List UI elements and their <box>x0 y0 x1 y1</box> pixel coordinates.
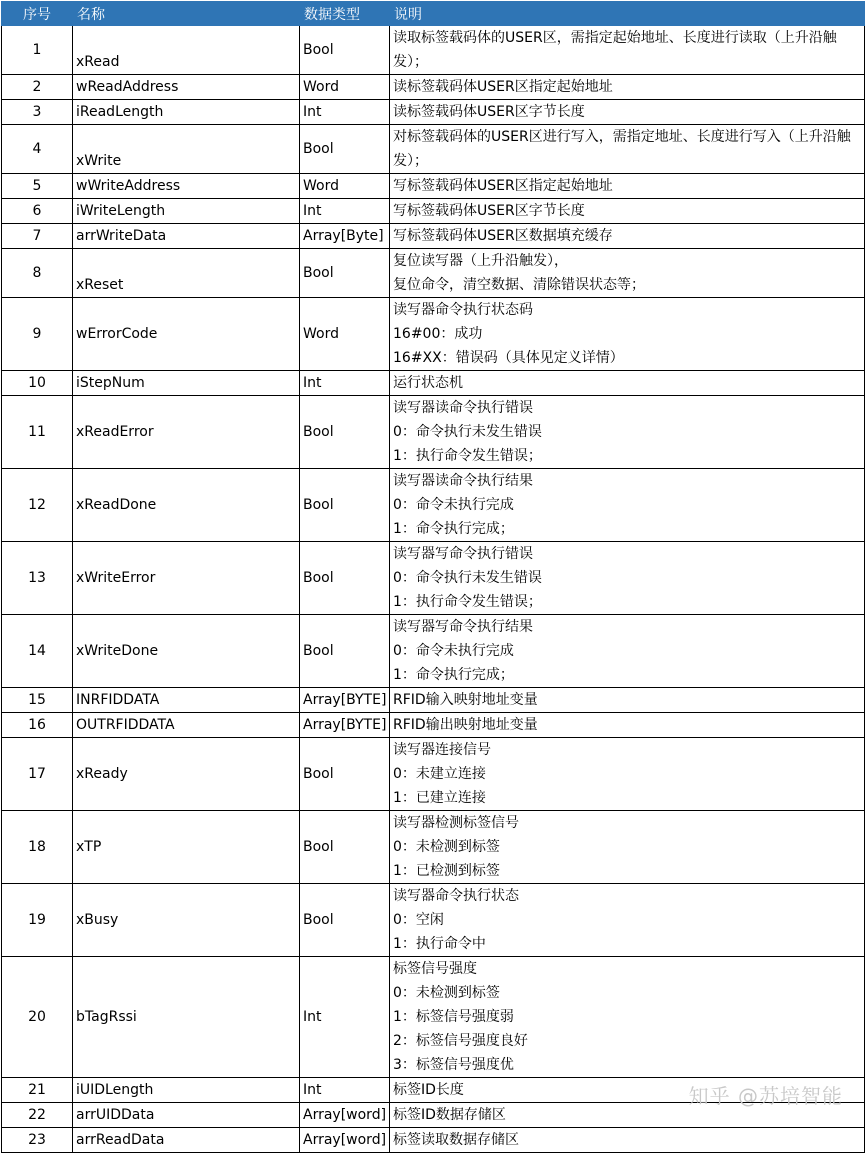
table-row <box>2 688 865 713</box>
cell-type: Bool <box>300 249 390 298</box>
cell-name <box>73 174 300 199</box>
table-row <box>2 1128 865 1153</box>
desc-line: 读写器读命令执行结果 <box>393 473 533 489</box>
desc-line: 0：未检测到标签 <box>393 839 500 855</box>
cell-name <box>73 1103 300 1128</box>
cell-name <box>73 957 300 1078</box>
cell-name-text: INRFIDDATA <box>76 692 160 708</box>
desc-line: 1：执行命令发生错误； <box>393 594 542 610</box>
desc-line: 0：命令未执行完成 <box>393 643 514 659</box>
desc-line: 0：命令未执行完成 <box>393 497 514 513</box>
cell-name-text: xWriteError <box>76 569 156 586</box>
cell-desc <box>390 688 865 713</box>
cell-type: Int <box>300 957 390 1078</box>
cell-type: Array[BYTE] <box>300 688 390 713</box>
table-row <box>2 738 865 811</box>
cell-seq: 23 <box>2 1128 73 1153</box>
cell-type: Bool <box>300 26 390 75</box>
desc-line: 0：未检测到标签 <box>393 985 500 1001</box>
cell-desc <box>390 713 865 738</box>
cell-name-text: xRead <box>76 54 120 70</box>
cell-desc <box>390 811 865 884</box>
cell-desc <box>390 75 865 100</box>
cell-seq: 20 <box>2 957 73 1078</box>
cell-type: Bool <box>300 811 390 884</box>
cell-desc <box>390 249 865 298</box>
cell-desc <box>390 1128 865 1153</box>
desc-line: 1：命令执行完成； <box>393 521 514 537</box>
table-row <box>2 249 865 298</box>
cell-seq: 11 <box>2 396 73 469</box>
cell-desc <box>390 542 865 615</box>
table-row <box>2 174 865 199</box>
cell-desc <box>390 224 865 249</box>
cell-name <box>73 1078 300 1103</box>
table-row <box>2 199 865 224</box>
cell-type: Word <box>300 298 390 371</box>
desc-line: 读取标签载码体的USER区，需指定起始地址、长度进行读取（上升沿触发）； <box>393 30 837 70</box>
desc-line: 0：命令执行未发生错误 <box>393 424 542 440</box>
cell-type: Bool <box>300 884 390 957</box>
cell-name-text: xWrite <box>76 153 122 169</box>
cell-name-text: wReadAddress <box>76 79 179 95</box>
desc-line: 读写器命令执行状态码 <box>393 302 533 318</box>
cell-name-text: iUIDLength <box>76 1082 154 1098</box>
cell-desc <box>390 199 865 224</box>
cell-seq: 22 <box>2 1103 73 1128</box>
desc-line: 标签ID数据存储区 <box>393 1107 506 1123</box>
cell-desc <box>390 469 865 542</box>
cell-seq: 7 <box>2 224 73 249</box>
desc-line: 运行状态机 <box>393 375 463 391</box>
desc-line: 读写器连接信号 <box>393 742 491 758</box>
cell-desc <box>390 615 865 688</box>
cell-name-text: arrReadData <box>76 1132 165 1148</box>
desc-line: 复位读写器（上升沿触发）， <box>393 253 568 269</box>
cell-type: Array[word] <box>300 1128 390 1153</box>
desc-line: 标签读取数据存储区 <box>393 1132 519 1148</box>
table-row <box>2 75 865 100</box>
cell-type: Int <box>300 100 390 125</box>
desc-line: 读写器写命令执行错误 <box>393 546 533 562</box>
cell-seq: 4 <box>2 125 73 174</box>
desc-line: 0：未建立连接 <box>393 766 486 782</box>
cell-name <box>73 26 300 75</box>
cell-name-text: xReset <box>76 277 124 293</box>
table-row <box>2 26 865 75</box>
table-row <box>2 298 865 371</box>
cell-desc <box>390 884 865 957</box>
cell-name <box>73 542 300 615</box>
cell-name <box>73 1128 300 1153</box>
cell-seq: 16 <box>2 713 73 738</box>
cell-type: Word <box>300 75 390 100</box>
cell-name-text: iWriteLength <box>76 203 166 219</box>
cell-name-text: xWriteDone <box>76 642 159 659</box>
table-row <box>2 615 865 688</box>
table-row <box>2 100 865 125</box>
desc-line: 1：已建立连接 <box>393 790 486 806</box>
table-row <box>2 542 865 615</box>
cell-seq: 13 <box>2 542 73 615</box>
desc-line: 0：命令执行未发生错误 <box>393 570 542 586</box>
cell-desc <box>390 298 865 371</box>
desc-line: 0：空闲 <box>393 912 444 928</box>
cell-desc <box>390 174 865 199</box>
desc-line: 1：执行命令发生错误； <box>393 448 542 464</box>
desc-line: 复位命令，清空数据、清除错误状态等； <box>393 277 645 293</box>
desc-line: 读写器命令执行状态 <box>393 888 519 904</box>
table-row <box>2 713 865 738</box>
cell-name-text: xReadDone <box>76 496 157 513</box>
cell-seq: 21 <box>2 1078 73 1103</box>
cell-name <box>73 298 300 371</box>
desc-line: 写标签载码体USER区指定起始地址 <box>393 178 613 194</box>
table-row <box>2 884 865 957</box>
cell-seq: 15 <box>2 688 73 713</box>
cell-seq: 1 <box>2 26 73 75</box>
cell-seq: 9 <box>2 298 73 371</box>
desc-line: RFID输出映射地址变量 <box>393 717 538 733</box>
desc-line: 读标签载码体USER区字节长度 <box>393 104 585 120</box>
desc-line: 16#00：成功 <box>393 326 483 342</box>
header-name: 名称 <box>73 2 300 26</box>
cell-seq: 2 <box>2 75 73 100</box>
desc-line: 读写器检测标签信号 <box>393 815 519 831</box>
cell-name <box>73 371 300 396</box>
cell-type: Bool <box>300 469 390 542</box>
desc-line: 标签ID长度 <box>393 1082 464 1098</box>
cell-seq: 19 <box>2 884 73 957</box>
cell-name-text: wWriteAddress <box>76 178 181 194</box>
table-row <box>2 811 865 884</box>
cell-name-text: wErrorCode <box>76 325 158 342</box>
table-row <box>2 469 865 542</box>
cell-seq: 6 <box>2 199 73 224</box>
cell-seq: 10 <box>2 371 73 396</box>
cell-type: Array[Byte] <box>300 224 390 249</box>
table-row <box>2 957 865 1078</box>
desc-line: 读写器读命令执行错误 <box>393 400 533 416</box>
desc-line: 读标签载码体USER区指定起始地址 <box>393 79 613 95</box>
cell-name <box>73 199 300 224</box>
desc-line: 3：标签信号强度优 <box>393 1057 514 1073</box>
cell-seq: 5 <box>2 174 73 199</box>
cell-type: Int <box>300 1078 390 1103</box>
cell-desc <box>390 26 865 75</box>
cell-name <box>73 469 300 542</box>
cell-name-text: bTagRssi <box>76 1008 137 1025</box>
cell-name <box>73 738 300 811</box>
variable-table <box>1 1 865 1153</box>
cell-type: Bool <box>300 125 390 174</box>
desc-line: 对标签载码体的USER区进行写入，需指定地址、长度进行写入（上升沿触发）； <box>393 129 851 169</box>
table-row <box>2 396 865 469</box>
table-body <box>2 26 865 1153</box>
cell-name-text: iStepNum <box>76 375 145 391</box>
cell-seq: 17 <box>2 738 73 811</box>
cell-name <box>73 615 300 688</box>
table-row <box>2 224 865 249</box>
cell-type: Array[word] <box>300 1103 390 1128</box>
table-row <box>2 371 865 396</box>
desc-line: RFID输入映射地址变量 <box>393 692 538 708</box>
header-seq: 序号 <box>2 2 73 26</box>
cell-desc <box>390 100 865 125</box>
cell-name-text: arrWriteData <box>76 228 167 244</box>
cell-name <box>73 75 300 100</box>
cell-name <box>73 811 300 884</box>
cell-name-text: arrUIDData <box>76 1107 155 1123</box>
cell-name-text: OUTRFIDDATA <box>76 717 175 733</box>
cell-type: Int <box>300 199 390 224</box>
cell-name <box>73 396 300 469</box>
desc-line: 写标签载码体USER区数据填充缓存 <box>393 228 613 244</box>
cell-type: Bool <box>300 542 390 615</box>
cell-name <box>73 884 300 957</box>
cell-name-text: iReadLength <box>76 104 164 120</box>
table-header-row <box>2 2 865 26</box>
cell-desc <box>390 396 865 469</box>
desc-line: 1：执行命令中 <box>393 936 486 952</box>
desc-line: 标签信号强度 <box>393 961 477 977</box>
desc-line: 读写器写命令执行结果 <box>393 619 533 635</box>
header-type: 数据类型 <box>300 2 390 26</box>
desc-line: 1：命令执行完成； <box>393 667 514 683</box>
cell-seq: 12 <box>2 469 73 542</box>
cell-desc <box>390 957 865 1078</box>
cell-seq: 14 <box>2 615 73 688</box>
cell-type: Bool <box>300 396 390 469</box>
table-row <box>2 125 865 174</box>
desc-line: 2：标签信号强度良好 <box>393 1033 528 1049</box>
cell-desc <box>390 125 865 174</box>
cell-name-text: xReady <box>76 765 128 782</box>
cell-name <box>73 713 300 738</box>
cell-type: Bool <box>300 738 390 811</box>
cell-desc <box>390 738 865 811</box>
desc-line: 16#XX：错误码（具体见定义详情） <box>393 350 624 366</box>
desc-line: 1：标签信号强度弱 <box>393 1009 514 1025</box>
cell-seq: 3 <box>2 100 73 125</box>
cell-type: Int <box>300 371 390 396</box>
cell-name <box>73 249 300 298</box>
cell-type: Word <box>300 174 390 199</box>
cell-type: Array[BYTE] <box>300 713 390 738</box>
desc-line: 1：已检测到标签 <box>393 863 500 879</box>
cell-desc <box>390 371 865 396</box>
cell-name <box>73 100 300 125</box>
cell-name-text: xBusy <box>76 911 119 928</box>
cell-seq: 8 <box>2 249 73 298</box>
cell-seq: 18 <box>2 811 73 884</box>
cell-name <box>73 125 300 174</box>
cell-name <box>73 224 300 249</box>
header-desc: 说明 <box>390 2 865 26</box>
desc-line: 写标签载码体USER区字节长度 <box>393 203 585 219</box>
watermark: 知乎 @苏培智能 <box>688 1084 843 1108</box>
cell-name-text: xReadError <box>76 423 154 440</box>
cell-name-text: xTP <box>76 838 102 855</box>
cell-name <box>73 688 300 713</box>
cell-type: Bool <box>300 615 390 688</box>
